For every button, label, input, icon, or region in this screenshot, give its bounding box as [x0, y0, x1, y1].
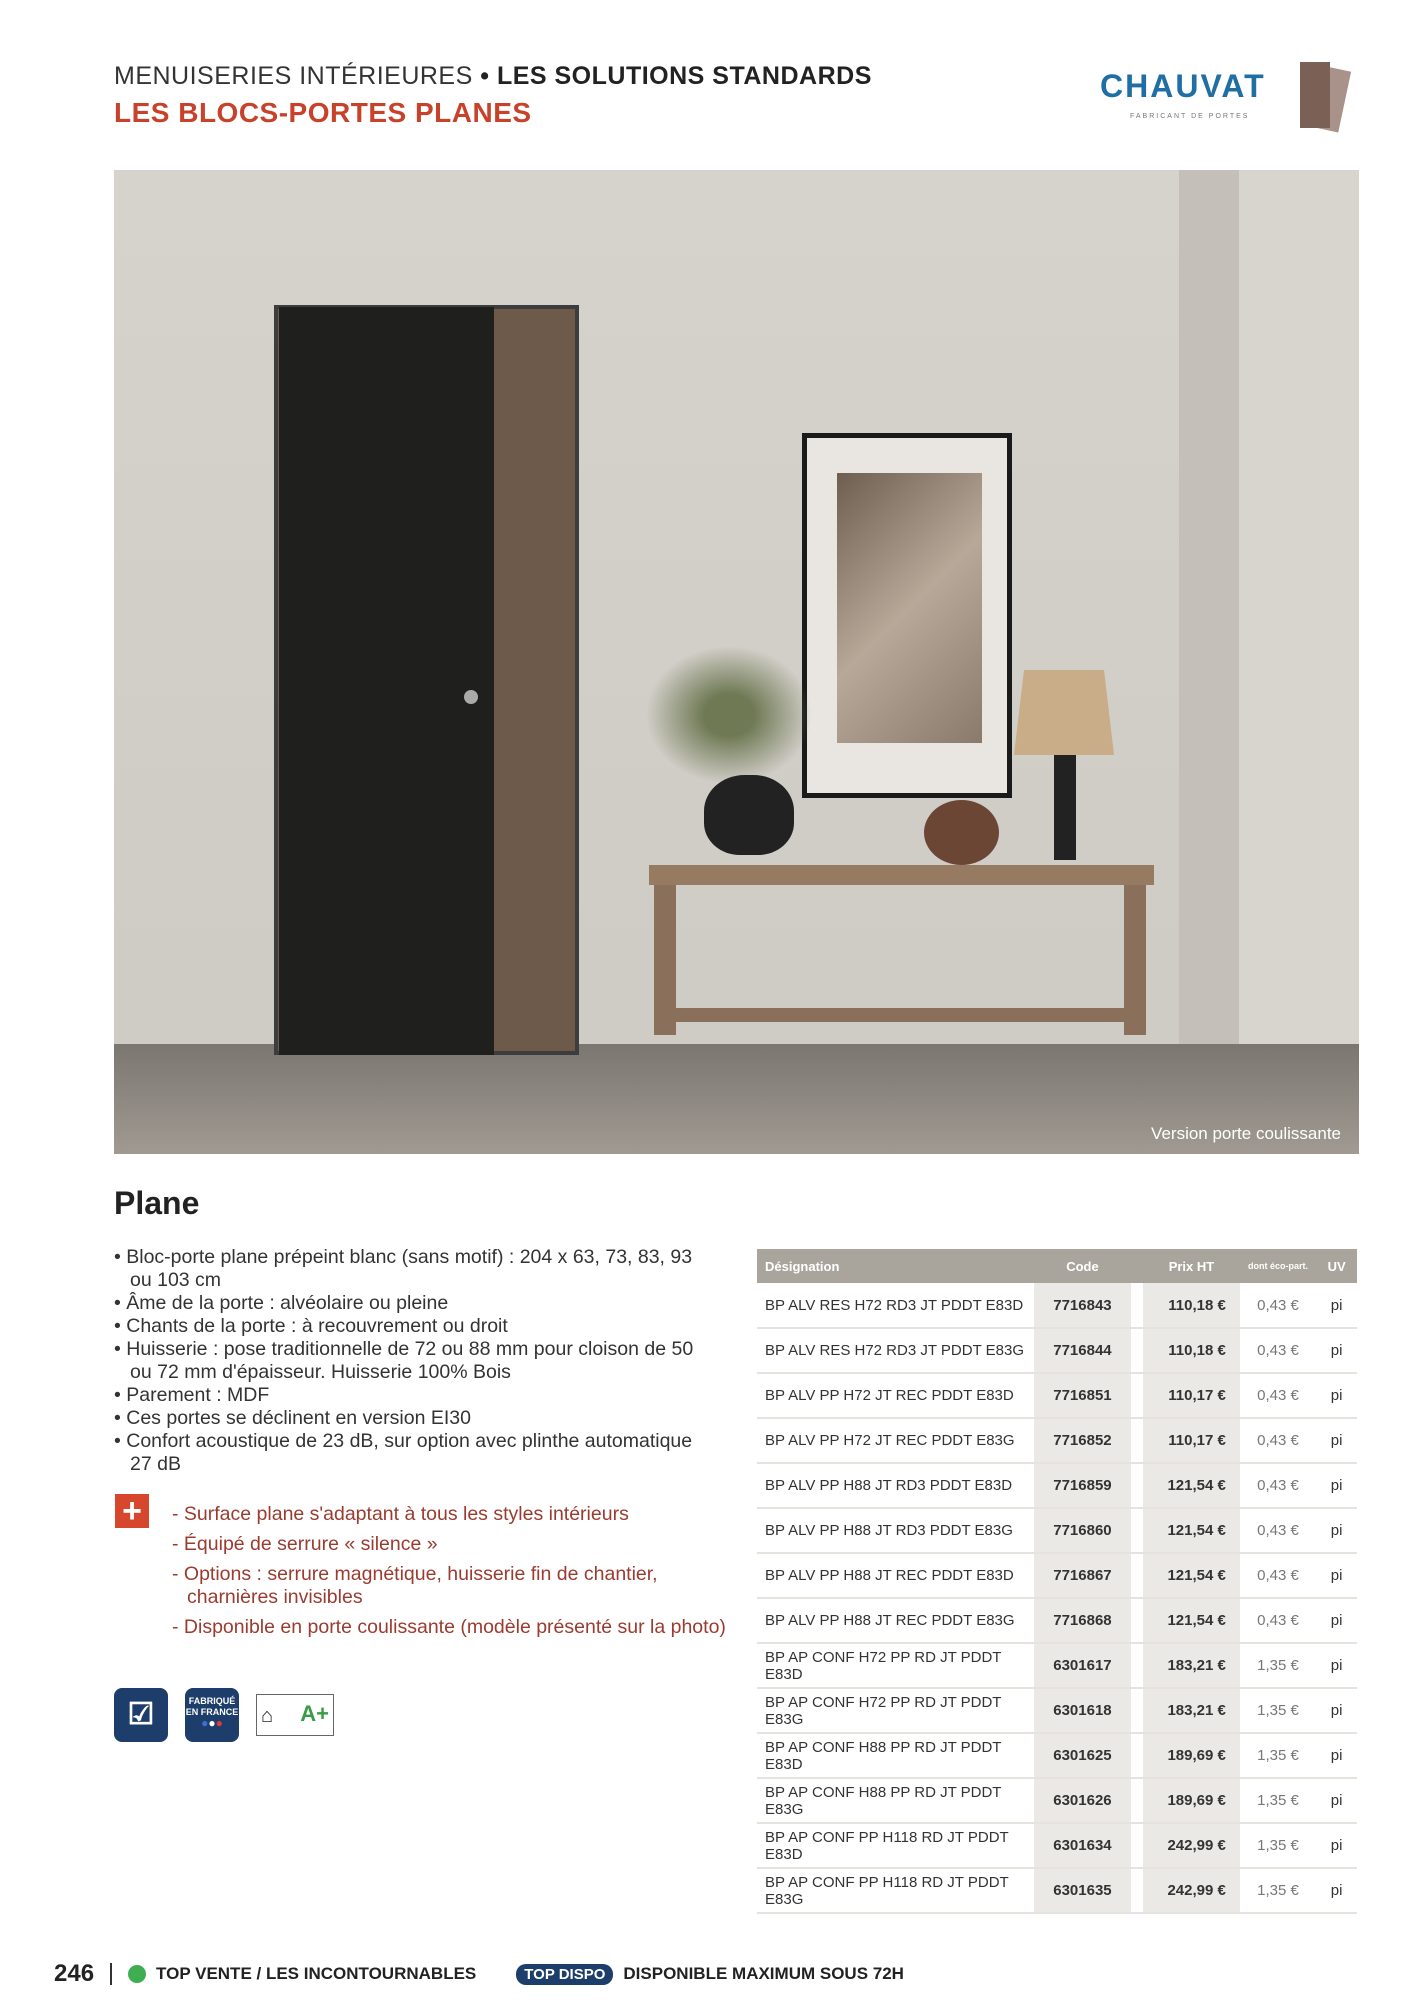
console-table	[649, 865, 1154, 885]
cell-price: 189,69 €	[1143, 1778, 1240, 1823]
feature-item: • Chants de la porte : à recouvrement ou droit	[114, 1315, 714, 1338]
col-code: Code	[1034, 1249, 1131, 1283]
cell-code: 6301625	[1034, 1733, 1131, 1778]
cell-code: 7716844	[1034, 1328, 1131, 1373]
cell-price: 183,21 €	[1143, 1688, 1240, 1733]
cell-gap	[1131, 1733, 1143, 1778]
cell-code: 7716852	[1034, 1418, 1131, 1463]
cell-eco: 0,43 €	[1240, 1508, 1316, 1553]
cell-des: BP ALV RES H72 RD3 JT PDDT E83D	[757, 1283, 1034, 1328]
cell-des: BP AP CONF PP H118 RD JT PDDT E83D	[757, 1823, 1034, 1868]
cell-price: 121,54 €	[1143, 1463, 1240, 1508]
divider	[110, 1963, 112, 1985]
cell-des: BP AP CONF H72 PP RD JT PDDT E83G	[757, 1688, 1034, 1733]
cell-des: BP ALV PP H88 JT REC PDDT E83D	[757, 1553, 1034, 1598]
cell-uv: pi	[1316, 1598, 1357, 1643]
plus-icon: +	[115, 1494, 149, 1528]
advantages-list	[172, 1503, 732, 1646]
cell-uv: pi	[1316, 1733, 1357, 1778]
top-dispo-badge: TOP DISPO	[516, 1964, 613, 1985]
cell-code: 7716860	[1034, 1508, 1131, 1553]
wall	[1179, 170, 1359, 1050]
cell-price: 110,17 €	[1143, 1418, 1240, 1463]
cell-gap	[1131, 1868, 1143, 1913]
cell-gap	[1131, 1778, 1143, 1823]
cell-gap	[1131, 1823, 1143, 1868]
cell-des: BP ALV PP H88 JT RD3 PDDT E83G	[757, 1508, 1034, 1553]
advantage-item: - Disponible en porte coulissante (modèle présenté sur la photo)	[172, 1616, 732, 1639]
cell-gap	[1131, 1463, 1143, 1508]
cell-gap	[1131, 1688, 1143, 1733]
table-row	[757, 1418, 1357, 1463]
cell-uv: pi	[1316, 1868, 1357, 1913]
cell-uv: pi	[1316, 1463, 1357, 1508]
table-row	[757, 1463, 1357, 1508]
house-icon: ⌂	[261, 1705, 274, 1727]
col-uv: UV	[1316, 1249, 1357, 1283]
table-row	[757, 1553, 1357, 1598]
cell-uv: pi	[1316, 1643, 1357, 1688]
cell-price: 110,18 €	[1143, 1328, 1240, 1373]
lamp-shade	[1014, 670, 1114, 755]
cell-code: 7716867	[1034, 1553, 1131, 1598]
door-knob	[464, 690, 478, 704]
cell-des: BP AP CONF PP H118 RD JT PDDT E83G	[757, 1868, 1034, 1913]
feature-list	[114, 1246, 714, 1476]
cell-des: BP ALV RES H72 RD3 JT PDDT E83G	[757, 1328, 1034, 1373]
table-row	[757, 1733, 1357, 1778]
cell-eco: 0,43 €	[1240, 1598, 1316, 1643]
table-row	[757, 1868, 1357, 1913]
cell-code: 7716843	[1034, 1283, 1131, 1328]
feature-item: • Ces portes se déclinent en version EI30	[114, 1407, 714, 1430]
cell-price: 189,69 €	[1143, 1733, 1240, 1778]
cell-price: 242,99 €	[1143, 1868, 1240, 1913]
cell-code: 6301635	[1034, 1868, 1131, 1913]
cell-eco: 0,43 €	[1240, 1373, 1316, 1418]
cell-uv: pi	[1316, 1373, 1357, 1418]
artwork	[837, 473, 982, 743]
cell-eco: 0,43 €	[1240, 1553, 1316, 1598]
page-footer	[54, 1960, 904, 1988]
cell-eco: 1,35 €	[1240, 1868, 1316, 1913]
cell-code: 7716851	[1034, 1373, 1131, 1418]
cell-price: 110,18 €	[1143, 1283, 1240, 1328]
cell-price: 242,99 €	[1143, 1823, 1240, 1868]
emission-class: A+	[300, 1701, 329, 1726]
logo-brand: CHAUVAT	[1100, 68, 1266, 104]
cell-price: 121,54 €	[1143, 1508, 1240, 1553]
table-header	[757, 1249, 1357, 1283]
product-photo	[114, 170, 1359, 1154]
top-vente-dot-icon	[128, 1965, 146, 1983]
indoor-emission-label	[256, 1694, 334, 1736]
logo-tagline: FABRICANT DE PORTES	[1130, 113, 1250, 120]
cell-des: BP AP CONF H88 PP RD JT PDDT E83G	[757, 1778, 1034, 1823]
feature-item: • Huisserie : pose traditionnelle de 72 ou 88 mm pour cloison de 50 ou 72 mm d'épaisseur. Huisserie 100% Bois	[114, 1338, 714, 1384]
cell-uv: pi	[1316, 1418, 1357, 1463]
top-vente-legend: TOP VENTE / LES INCONTOURNABLES	[156, 1964, 477, 1983]
advantage-item: - Options : serrure magnétique, huisserie fin de chantier, charnières invisibles	[172, 1563, 732, 1609]
section: LES SOLUTIONS STANDARDS	[496, 62, 872, 90]
lamp-base	[1054, 755, 1076, 860]
cell-code: 6301617	[1034, 1643, 1131, 1688]
section-heading	[114, 62, 872, 91]
cell-gap	[1131, 1283, 1143, 1328]
photo-caption: Version porte coulissante	[1151, 1124, 1341, 1143]
page-title: LES BLOCS-PORTES PLANES	[114, 97, 532, 128]
delivery-box-check-icon: ☑	[114, 1688, 168, 1742]
col-designation: Désignation	[757, 1249, 1034, 1283]
cell-uv: pi	[1316, 1283, 1357, 1328]
top-dispo-legend: DISPONIBLE MAXIMUM SOUS 72H	[623, 1964, 904, 1983]
cell-des: BP ALV PP H72 JT REC PDDT E83D	[757, 1373, 1034, 1418]
cell-code: 6301618	[1034, 1688, 1131, 1733]
feature-item: • Âme de la porte : alvéolaire ou pleine	[114, 1292, 714, 1315]
cell-code: 6301634	[1034, 1823, 1131, 1868]
cell-gap	[1131, 1598, 1143, 1643]
cell-eco: 0,43 €	[1240, 1463, 1316, 1508]
cell-eco: 1,35 €	[1240, 1688, 1316, 1733]
cell-des: BP ALV PP H72 JT REC PDDT E83G	[757, 1418, 1034, 1463]
chauvat-logo	[1100, 62, 1350, 142]
plant	[639, 640, 819, 790]
feature-item: • Bloc-porte plane prépeint blanc (sans motif) : 204 x 63, 73, 83, 93 ou 103 cm	[114, 1246, 714, 1292]
page-number: 246	[54, 1960, 95, 1987]
feature-item: • Confort acoustique de 23 dB, sur option avec plinthe automatique 27 dB	[114, 1430, 714, 1476]
cell-uv: pi	[1316, 1553, 1357, 1598]
cell-des: BP AP CONF H88 PP RD JT PDDT E83D	[757, 1733, 1034, 1778]
cell-eco: 1,35 €	[1240, 1823, 1316, 1868]
made-in-france-badge	[185, 1688, 239, 1742]
table-row	[757, 1328, 1357, 1373]
cell-uv: pi	[1316, 1778, 1357, 1823]
table-shelf	[669, 1008, 1129, 1022]
wall-art	[802, 433, 1012, 798]
cell-uv: pi	[1316, 1823, 1357, 1868]
cell-code: 6301626	[1034, 1778, 1131, 1823]
cell-uv: pi	[1316, 1508, 1357, 1553]
table-row	[757, 1688, 1357, 1733]
feature-item: • Parement : MDF	[114, 1384, 714, 1407]
cell-price: 110,17 €	[1143, 1373, 1240, 1418]
table-row	[757, 1598, 1357, 1643]
separator: •	[472, 62, 497, 90]
table-row	[757, 1508, 1357, 1553]
cell-des: BP ALV PP H88 JT RD3 PDDT E83D	[757, 1463, 1034, 1508]
cell-gap	[1131, 1508, 1143, 1553]
advantage-item: - Équipé de serrure « silence »	[172, 1533, 732, 1556]
table-row	[757, 1643, 1357, 1688]
sliding-door	[279, 307, 494, 1055]
badge-text: FABRIQUÉ EN FRANCE	[185, 1696, 239, 1717]
cell-eco: 1,35 €	[1240, 1778, 1316, 1823]
cell-price: 183,21 €	[1143, 1643, 1240, 1688]
cell-price: 121,54 €	[1143, 1553, 1240, 1598]
cell-uv: pi	[1316, 1688, 1357, 1733]
cell-gap	[1131, 1373, 1143, 1418]
col-eco-part: dont éco-part.	[1240, 1249, 1316, 1283]
cell-gap	[1131, 1328, 1143, 1373]
cell-code: 7716859	[1034, 1463, 1131, 1508]
cell-eco: 0,43 €	[1240, 1283, 1316, 1328]
advantage-item: - Surface plane s'adaptant à tous les styles intérieurs	[172, 1503, 732, 1526]
cell-eco: 0,43 €	[1240, 1418, 1316, 1463]
table-row	[757, 1823, 1357, 1868]
cell-code: 7716868	[1034, 1598, 1131, 1643]
french-flag-dots-icon: ●●●	[201, 1716, 223, 1730]
cell-gap	[1131, 1553, 1143, 1598]
cell-gap	[1131, 1643, 1143, 1688]
cell-des: BP AP CONF H72 PP RD JT PDDT E83D	[757, 1643, 1034, 1688]
table-row	[757, 1373, 1357, 1418]
logo-door-shape	[1300, 62, 1330, 128]
cell-price: 121,54 €	[1143, 1598, 1240, 1643]
pot	[924, 800, 999, 865]
cell-eco: 1,35 €	[1240, 1733, 1316, 1778]
category: MENUISERIES INTÉRIEURES	[114, 62, 473, 90]
product-table	[757, 1249, 1357, 1914]
cell-eco: 1,35 €	[1240, 1643, 1316, 1688]
product-name: Plane	[114, 1185, 200, 1221]
col-gap	[1131, 1249, 1143, 1283]
cell-gap	[1131, 1418, 1143, 1463]
table-row	[757, 1283, 1357, 1328]
cell-eco: 0,43 €	[1240, 1328, 1316, 1373]
cell-uv: pi	[1316, 1328, 1357, 1373]
vase	[704, 775, 794, 855]
table-row	[757, 1778, 1357, 1823]
cell-des: BP ALV PP H88 JT REC PDDT E83G	[757, 1598, 1034, 1643]
col-price: Prix HT	[1143, 1249, 1240, 1283]
